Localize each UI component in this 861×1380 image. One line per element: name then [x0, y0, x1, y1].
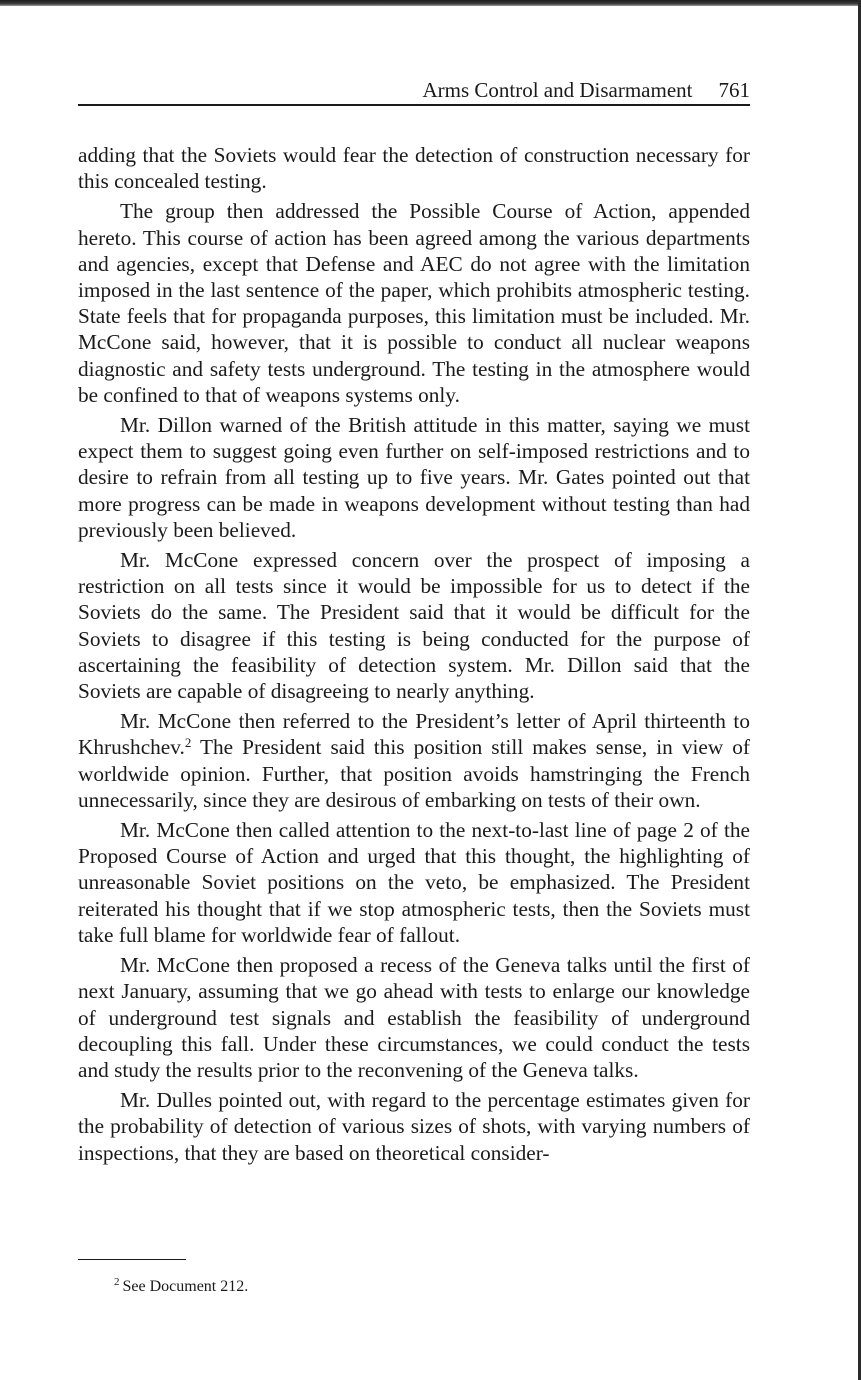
- paragraph-2: The group then addressed the Possible Course of Action, appended hereto. This course of action has been agreed among the various departments and agencies, except that Defense and AEC do not agree with the limitation imposed in the last sentence of the paper, which prohibits atmospheric testing. State feels that for propaganda purposes, this limitation must be included. Mr. McCone said, however, that it is possible to conduct all nuclear weapons diagnostic and safety tests underground. The testing in the atmosphere would be confined to that of weapons systems only.: [78, 199, 750, 407]
- paragraph-5: [78, 708, 750, 813]
- paragraph-5-text-a: Mr. McCone then referred to the President’s letter of April thirteenth to Khrushchev.: [78, 709, 750, 760]
- paragraph-3: Mr. Dillon warned of the British attitude in this matter, saying we must expect them to suggest going even further on self-imposed restrictions and to desire to refrain from all testing up to five years. Mr. Gates pointed out that more progress can be made in weapons development without testing than had previously been believed.: [78, 413, 750, 542]
- running-title: Arms Control and Disarmament: [422, 78, 693, 102]
- running-header: [78, 76, 750, 104]
- paragraph-4: Mr. McCone expressed concern over the prospect of imposing a restriction on all tests since it would be impossible for us to detect if the Soviets do the same. The President said that it would be difficult for the Soviets to disagree if this testing is being conducted for the purpose of ascertaining the feasibility of detection system. Mr. Dillon said that the Soviets are capable of disagreeing to nearly anything.: [78, 548, 750, 704]
- body-text: [78, 142, 750, 1170]
- header-rule: [78, 104, 750, 106]
- paragraph-8: Mr. Dulles pointed out, with regard to the percentage estimates given for the probability of detection of various sizes of shots, with varying numbers of inspections, that they are based on theoretical consider-: [78, 1088, 750, 1165]
- footnote-rule: [78, 1259, 186, 1260]
- page-number: 761: [718, 78, 750, 102]
- scan-edge-top: [0, 0, 861, 6]
- paragraph-1: adding that the Soviets would fear the detection of construction necessary for this concealed testing.: [78, 143, 750, 194]
- footnote-reference: 2: [184, 735, 192, 751]
- paragraph-5-text-b: The President said this position still makes sense, in view of worldwide opinion. Further, that position avoids hamstringing the French unnecessarily, since they are desirous of embarking on tests of their own.: [78, 735, 750, 812]
- footnote-marker: 2: [114, 1276, 120, 1288]
- paragraph-7: Mr. McCone then proposed a recess of the Geneva talks until the first of next January, assuming that we go ahead with tests to enlarge our knowledge of underground test signals and establish the feasibility of underground decoupling this fall. Under these circumstances, we could conduct the tests and study the results prior to the reconvening of the Geneva talks.: [78, 953, 750, 1082]
- footnote: [114, 1276, 248, 1298]
- paragraph-6: Mr. McCone then called attention to the next-to-last line of page 2 of the Proposed Course of Action and urged that this thought, the highlighting of unreasonable Soviet positions on the veto, be emphasized. The President reiterated his thought that if we stop atmospheric tests, then the Soviets must take full blame for worldwide fear of fallout.: [78, 818, 750, 947]
- footnote-text: See Document 212.: [122, 1278, 249, 1295]
